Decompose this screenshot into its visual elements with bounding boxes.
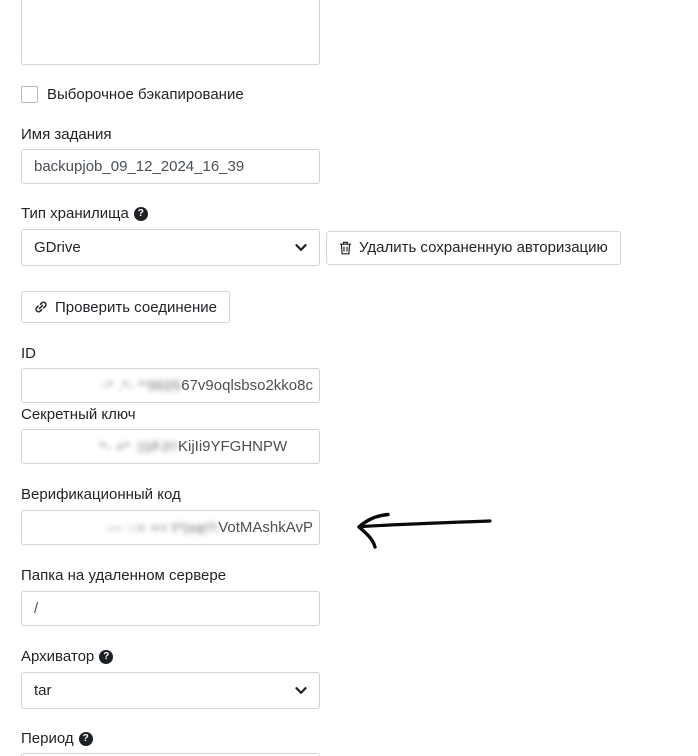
job-name-label: Имя задания xyxy=(21,126,112,143)
secret-key-label: Секретный ключ xyxy=(21,406,136,423)
storage-type-select[interactable] xyxy=(21,229,320,266)
secret-key-visible-part: KijIi9YFGHNPW xyxy=(177,438,288,455)
job-name-input[interactable] xyxy=(21,149,320,184)
storage-type-label-text: Тип хранилища xyxy=(21,205,129,222)
selective-backup-checkbox[interactable] xyxy=(21,86,38,103)
selective-backup-row xyxy=(21,86,698,103)
trash-icon xyxy=(339,241,352,255)
remote-folder-label: Папка на удаленном сервере xyxy=(21,567,227,584)
archiver-label xyxy=(21,649,698,664)
check-connection-label: Проверить соединение xyxy=(55,298,217,316)
verification-code-input[interactable] xyxy=(21,510,320,545)
client-id-label: ID xyxy=(21,345,36,362)
chevron-down-icon xyxy=(295,244,307,252)
archiver-select[interactable] xyxy=(21,672,320,709)
secret-key-input[interactable] xyxy=(21,429,320,464)
secret-key-obscured-part: *- +* :|1FJ!! xyxy=(99,439,178,454)
link-icon xyxy=(34,300,48,314)
client-id-input[interactable] xyxy=(21,368,320,403)
verification-code-label: Верификационный код xyxy=(21,486,181,503)
storage-type-label xyxy=(21,206,698,221)
client-id-obscured-part: -* .*- *'0025 xyxy=(102,378,182,393)
remote-folder-input[interactable] xyxy=(21,591,320,626)
period-label xyxy=(21,731,698,746)
archiver-label-text: Архиватор xyxy=(21,648,95,665)
help-icon[interactable]: ? xyxy=(99,650,113,664)
delete-saved-auth-button[interactable] xyxy=(326,231,621,265)
selective-backup-label: Выборочное бэкапирование xyxy=(47,86,244,103)
chevron-down-icon xyxy=(295,687,307,695)
archiver-selected-value: tar xyxy=(34,682,52,699)
check-connection-button[interactable] xyxy=(21,291,230,323)
storage-type-selected-value: GDrive xyxy=(34,239,81,256)
help-icon[interactable]: ? xyxy=(79,732,93,746)
delete-saved-auth-label: Удалить сохраненную авторизацию xyxy=(359,239,608,256)
client-id-visible-part: 67v9oqlsbso2kko8c xyxy=(181,377,313,394)
period-label-text: Период xyxy=(21,730,74,747)
help-icon[interactable]: ? xyxy=(134,207,148,221)
verification-code-obscured-part: --- :-= += t*(xq!!! xyxy=(107,520,219,535)
backup-paths-textarea[interactable] xyxy=(21,0,320,65)
storage-type-row xyxy=(21,229,698,266)
verification-code-visible-part: VotMAshkAvP xyxy=(218,519,313,536)
